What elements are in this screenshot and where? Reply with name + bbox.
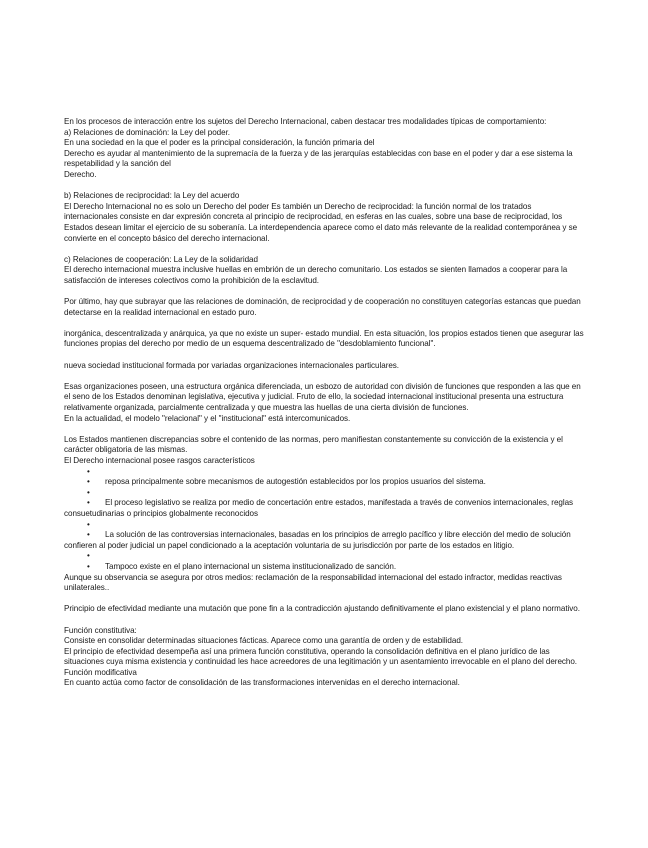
list-item-text: La solución de las controversias internacionales, basadas en los principios de arreglo pacífico y libre elección del medio de solución confieren al poder judicial un papel condicionado a la aceptación voluntaria de su jurisdicción por parte de los estados en litigio. bbox=[64, 530, 571, 550]
bullet-empty bbox=[64, 551, 584, 562]
heading-dominacion: a) Relaciones de dominación: la Ley del poder. bbox=[64, 127, 230, 137]
paragraph: El Derecho internacional posee rasgos característicos bbox=[64, 456, 255, 465]
paragraph: inorgánica, descentralizada y anárquica, ya que no existe un super- estado mundial. En esta situación, los propios estados tienen que asegurar las funciones propias del derecho por medio de un esquema descentralizado de "desdoblamiento funcional". bbox=[64, 328, 584, 349]
paragraph: En una sociedad en la que el poder es la principal consideración, la función primaria del bbox=[64, 138, 375, 148]
bullet-icon: • bbox=[87, 519, 90, 529]
paragraph: Derecho. bbox=[64, 169, 97, 179]
list-item bbox=[64, 530, 584, 551]
bullet-icon: • bbox=[87, 487, 90, 497]
document-page bbox=[64, 117, 584, 689]
paragraph: Los Estados mantienen discrepancias sobre el contenido de las normas, pero manifiestan constantemente su convicción de la existencia y el carácter obligatoria de las mismas. bbox=[64, 434, 563, 455]
paragraph: En la actualidad, el modelo "relacional" y el "institucional" está intercomunicados. bbox=[64, 413, 351, 423]
list-item-text: Tampoco existe en el plano internacional un sistema institucionalizado de sanción. bbox=[105, 561, 397, 571]
bullet-icon: • bbox=[87, 561, 90, 571]
heading-funcion-modificativa: Función modificativa bbox=[64, 667, 137, 677]
bullet-icon: • bbox=[87, 551, 90, 561]
paragraph: El derecho internacional muestra inclusive huellas en embrión de un derecho comunitario. Los estados se sienten llamados a cooperar para la satisfacción de intereses colectivos como la prohibición de la esclavitud. bbox=[64, 265, 568, 285]
paragraph: En los procesos de interacción entre los sujetos del Derecho Internacional, caben destacar tres modalidades típicas de comportamiento: bbox=[64, 117, 547, 126]
bullet-icon: • bbox=[87, 477, 90, 487]
paragraph: En cuanto actúa como factor de consolidación de las transformaciones intervenidas en el derecho internacional. bbox=[64, 678, 460, 688]
paragraph: Consiste en consolidar determinadas situaciones fácticas. Aparece como una garantía de orden y de estabilidad. bbox=[64, 636, 463, 646]
bullet-empty bbox=[64, 488, 584, 499]
list-item-text: El proceso legislativo se realiza por medio de concertación entre estados, manifestada a través de convenios internacionales, reglas consuetudinarias o principios globalmente reconocidos bbox=[64, 498, 574, 518]
list-item-text: reposa principalmente sobre mecanismos de autogestión establecidos por los propios usuarios del sistema. bbox=[105, 477, 486, 487]
bullet-icon: • bbox=[87, 530, 90, 540]
paragraph: El principio de efectividad desempeña así una primera función constitutiva, operando la consolidación definitiva en el plano jurídico de las situaciones cuya misma existencia y continuidad les hace acreedores de una legitimación y un asentamiento irrevocable en el plano del derecho. bbox=[64, 646, 578, 667]
heading-reciprocidad: b) Relaciones de reciprocidad: la Ley del acuerdo bbox=[64, 191, 240, 201]
bullet-icon: • bbox=[87, 466, 90, 476]
paragraph: Derecho es ayudar al mantenimiento de la supremacía de la fuerza y de las jerarquías establecidas con base en el poder y dar a ese sistema la respetabilidad y la sanción del bbox=[64, 148, 573, 169]
bullet-empty bbox=[64, 520, 584, 531]
paragraph: Principio de efectividad mediante una mutación que pone fin a la contradicción ajustando definitivamente el plano existencial y el plano normativo. bbox=[64, 604, 580, 614]
bullet-empty bbox=[64, 467, 584, 478]
list-item bbox=[64, 477, 584, 488]
bullet-icon: • bbox=[87, 498, 90, 508]
paragraph: Por último, hay que subrayar que las relaciones de dominación, de reciprocidad y de cooperación no constituyen categorías estancas que puedan detectarse en la realidad internacional en estado puro. bbox=[64, 297, 581, 317]
list-item bbox=[64, 562, 584, 573]
heading-cooperacion: c) Relaciones de cooperación: La Ley de la solidaridad bbox=[64, 254, 258, 264]
heading-funcion-constitutiva: Función constitutiva: bbox=[64, 625, 137, 635]
paragraph: nueva sociedad institucional formada por variadas organizaciones internacionales particulares. bbox=[64, 360, 399, 370]
paragraph: Aunque su observancia se asegura por otros medios: reclamación de la responsabilidad internacional del estado infractor, medidas reactivas unilaterales.. bbox=[64, 572, 562, 593]
list-item bbox=[64, 498, 584, 519]
paragraph: Esas organizaciones poseen, una estructura orgánica diferenciada, un esbozo de autoridad con división de funciones que responden a las que en el seno de los Estados denominan legislativa, ejecutiva y judicial. Fruto de ello, la sociedad internacional institucional presenta una estructura relativamente organizada, parcialmente centralizada y que muestra las huellas de una cierta división de funciones. bbox=[64, 381, 581, 413]
paragraph: El Derecho Internacional no es solo un Derecho del poder Es también un Derecho de reciprocidad: la función normal de los tratados internacionales consiste en dar expresión concreta al principio de reciprocidad, en esferas en las cuales, sobre una base de reciprocidad, los Estados desean limitar el ejercicio de su soberanía. La interdependencia aparece como el dato más relevante de la realidad contemporánea y se convierte en el concepto básico del derecho internacional. bbox=[64, 201, 578, 243]
